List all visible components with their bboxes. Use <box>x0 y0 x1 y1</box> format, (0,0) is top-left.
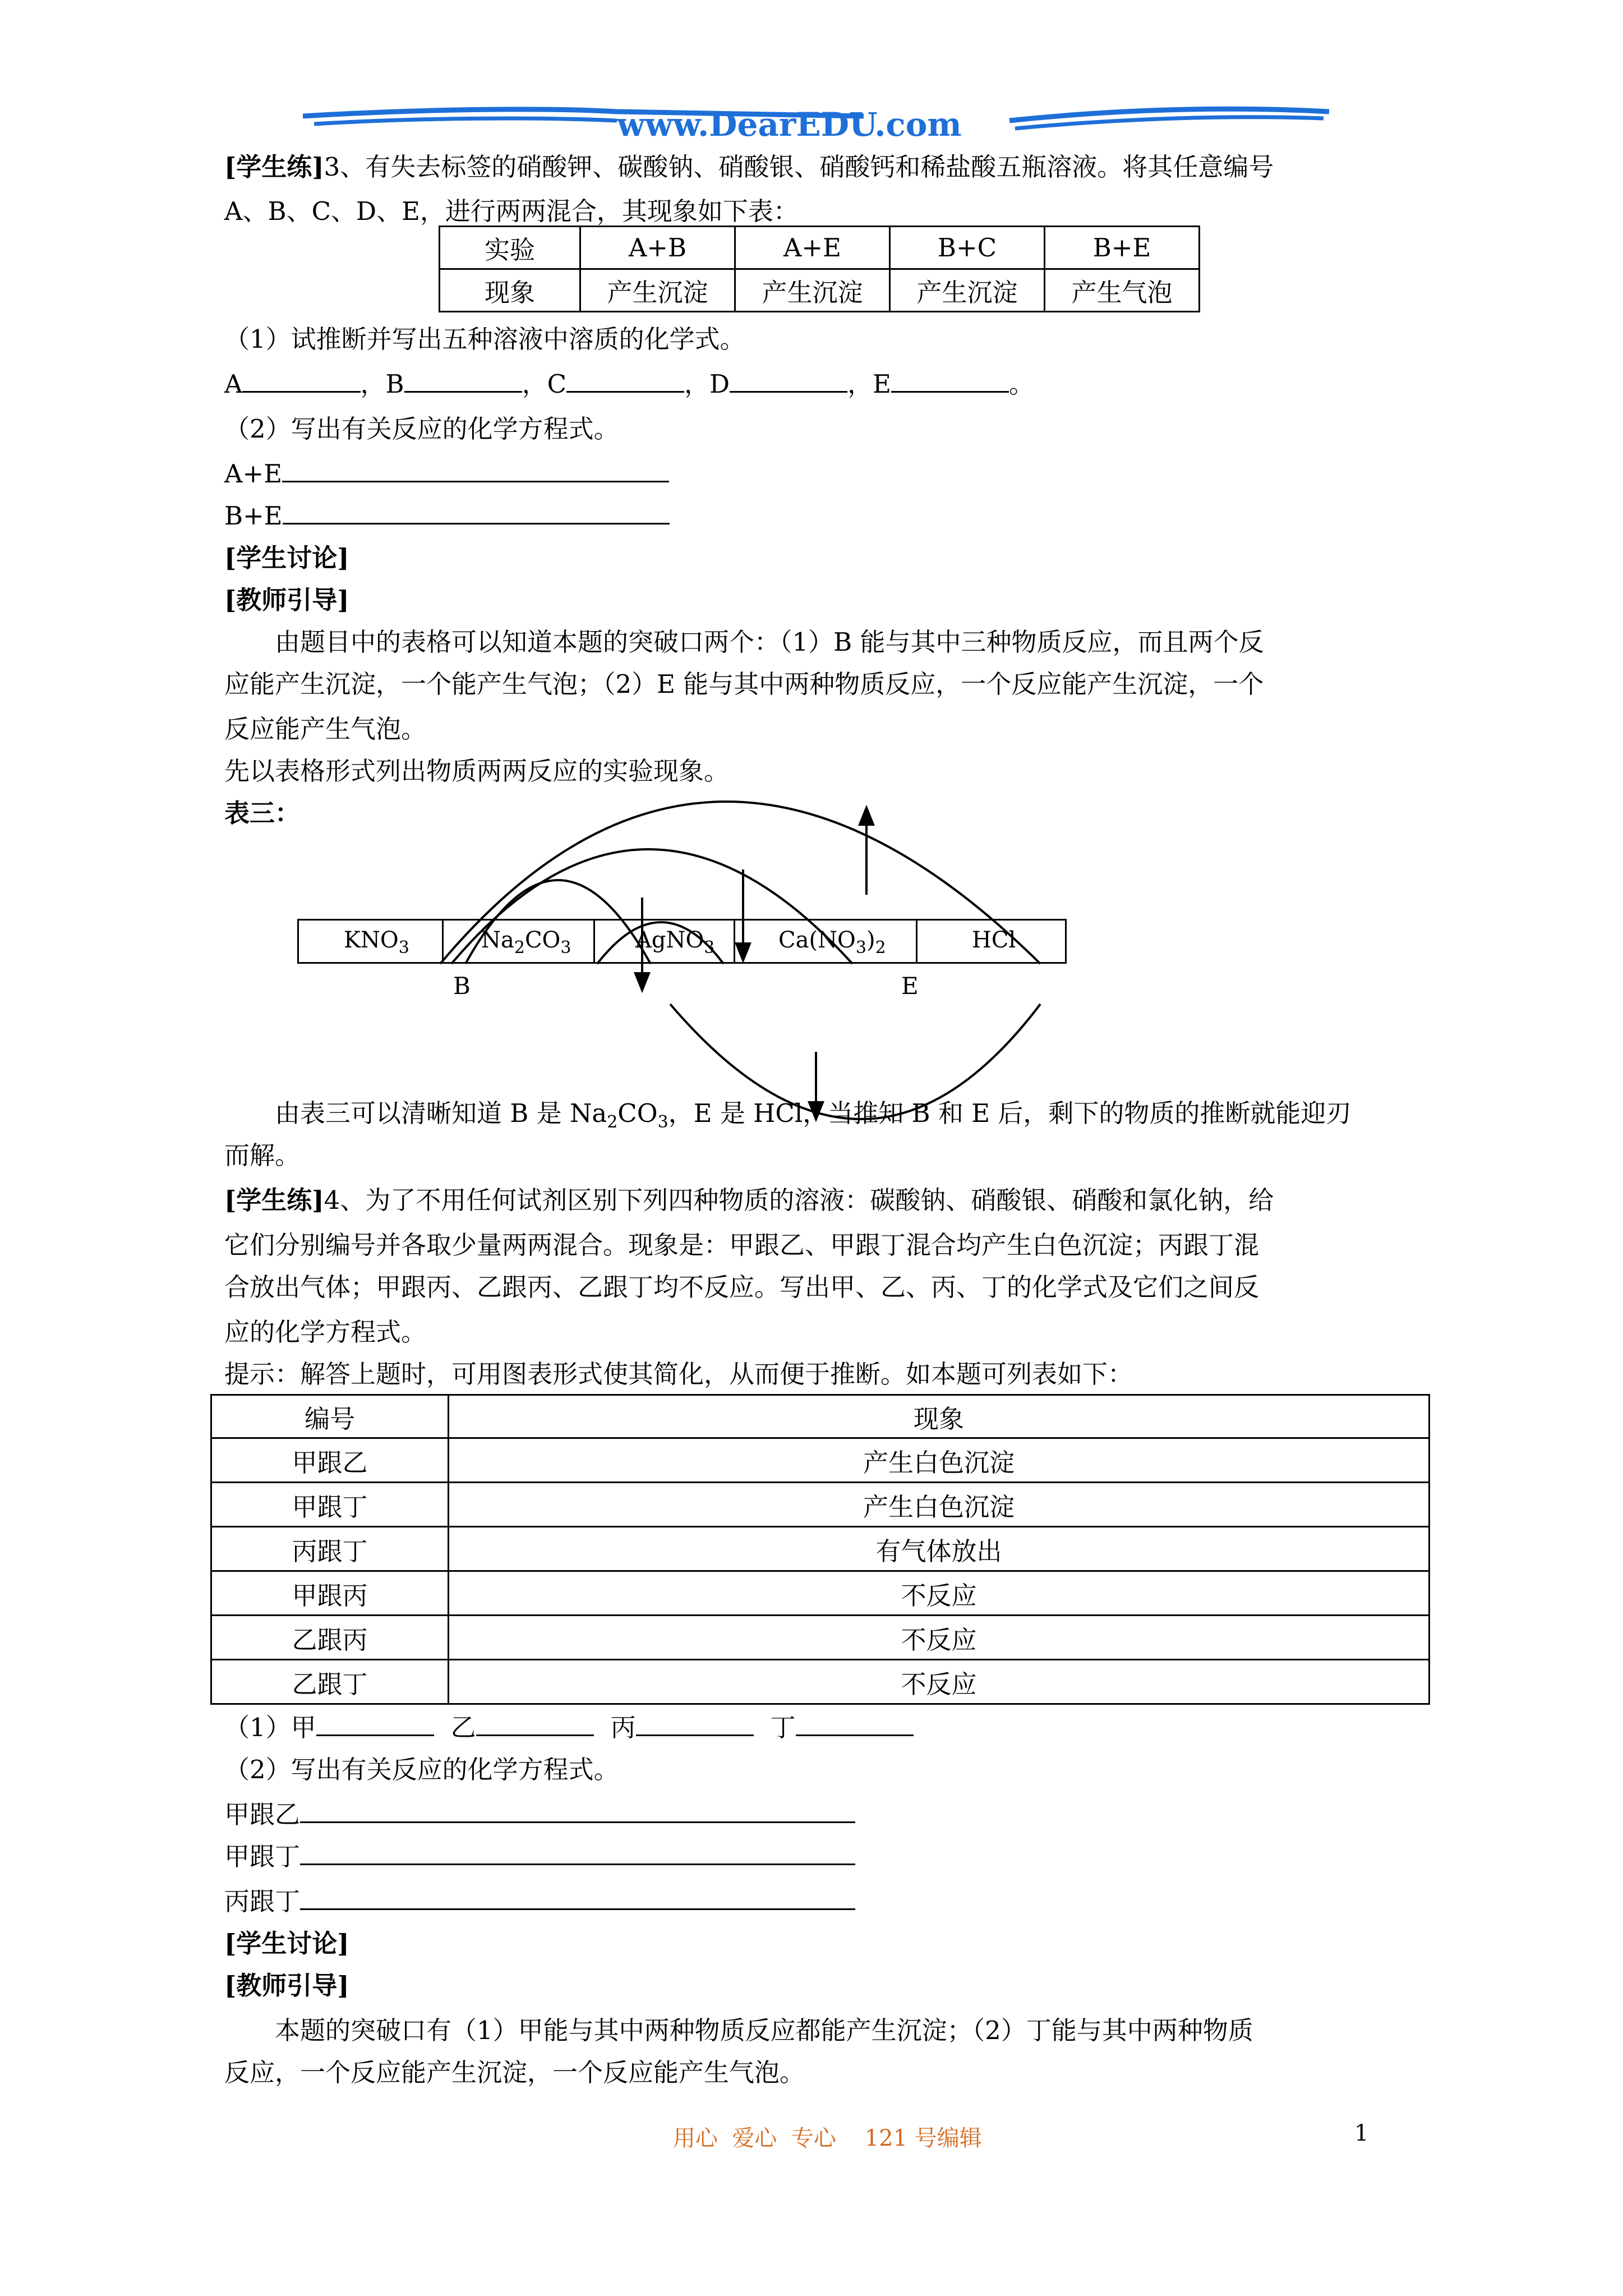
equation-blank[interactable] <box>283 498 670 524</box>
ex3-table-cell: 产生沉淀 <box>735 269 890 312</box>
arc-na2co3-agno3 <box>465 880 651 964</box>
arrow-group <box>635 808 873 1119</box>
ex3-table <box>439 226 1200 312</box>
table-cell: 不反应 <box>449 1660 1430 1704</box>
ex4-line: 合放出气体；甲跟丙、乙跟丙、乙跟丁均不反应。写出甲、乙、丙、丁的化学式及它们之间反 <box>224 1272 1260 1302</box>
ex4-hint: 提示：解答上题时，可用图表形式使其简化，从而便于推断。如本题可列表如下： <box>224 1359 1133 1389</box>
para1-line: 应能产生沉淀，一个能产生气泡；（2）E 能与其中两种物质反应，一个反应能产生沉淀，一个 <box>224 669 1264 699</box>
blank-label: 乙 <box>450 1713 476 1742</box>
para3-line: 反应，一个反应能产生沉淀，一个反应能产生气泡。 <box>224 2058 805 2087</box>
ex4-tag: [学生练] <box>224 1185 324 1215</box>
substance-hcl: HCl <box>972 927 1016 953</box>
equation-label: 丙跟丁 <box>224 1887 301 1916</box>
equation-label: B+E <box>224 501 283 531</box>
table-cell: 甲跟乙 <box>211 1438 449 1483</box>
blank-label: ，B <box>360 369 404 399</box>
blank-label: ，E <box>847 369 891 399</box>
ex3-table-row-result <box>440 269 1200 312</box>
table-cell: 不反应 <box>449 1571 1430 1616</box>
equation-blank[interactable] <box>300 1796 855 1823</box>
discussion-heading-2: [学生讨论] <box>224 1929 349 1958</box>
ex4-equation <box>224 1792 855 1837</box>
ex3-table-head: 实验 <box>440 227 580 269</box>
table-cell: 丙跟丁 <box>211 1527 449 1571</box>
para1-line: 先以表格形式列出物质两两反应的实验现象。 <box>224 756 730 786</box>
guide-heading-1: [教师引导] <box>224 585 349 615</box>
equation-label: 甲跟乙 <box>224 1800 301 1829</box>
blank-label: ，C <box>522 369 567 399</box>
ex3-tag: [学生练] <box>224 152 324 182</box>
table-row <box>211 1660 1430 1704</box>
ex3-table-cell: A+B <box>580 227 735 269</box>
answer-blank[interactable] <box>243 366 361 393</box>
ex4-table-head: 编号 <box>211 1395 449 1438</box>
ex4-question2: （2）写出有关反应的化学方程式。 <box>224 1755 619 1784</box>
arc-na2co3-hcl <box>440 802 1040 964</box>
para3-line: 本题的突破口有（1）甲能与其中两种物质反应都能产生沉淀；（2）丁能与其中两种物质 <box>275 2016 1253 2045</box>
answer-blank[interactable] <box>891 366 1009 393</box>
answer-blank[interactable] <box>566 366 684 393</box>
ex3-table-cell: B+C <box>890 227 1045 269</box>
ex4-text: 4、为了不用任何试剂区别下列四种物质的溶液：碳酸钠、硝酸银、硝酸和氯化钠，给 <box>324 1185 1274 1215</box>
para1-line: 由题目中的表格可以知道本题的突破口两个：（1）B 能与其中三种物质反应，而且两个反 <box>275 627 1264 657</box>
ex3-table-head: 现象 <box>440 269 580 312</box>
table-cell: 有气体放出 <box>449 1527 1430 1571</box>
table-cell: 甲跟丙 <box>211 1571 449 1616</box>
equation-blank[interactable] <box>282 455 669 482</box>
substance-agno3: AgNO$_3$ <box>635 927 715 958</box>
reaction-arcs <box>0 785 1623 1133</box>
page-number: 1 <box>1354 2120 1369 2146</box>
para1-line: 反应能产生气泡。 <box>224 714 427 744</box>
ex3-equation-1 <box>224 452 669 496</box>
answer-blank[interactable] <box>636 1709 754 1736</box>
ex3-question1: （1）试推断并写出五种溶液中溶质的化学式。 <box>224 324 745 354</box>
ex3-equation-2 <box>224 494 670 538</box>
ex4-equation <box>224 1879 855 1924</box>
answer-blank[interactable] <box>476 1709 594 1736</box>
blank-label: ，D <box>684 369 730 399</box>
ex3-text1: 3、有失去标签的硝酸钾、碳酸钠、硝酸银、硝酸钙和稀盐酸五瓶溶液。将其任意编号 <box>324 152 1274 182</box>
footer-text: 用心 爱心 专心 121 号编辑 <box>673 2125 982 2151</box>
arc-agno3-kno3 <box>597 922 723 964</box>
ex3-table-row-exp <box>440 227 1200 269</box>
ex3-table-cell: B+E <box>1045 227 1200 269</box>
para2-line2: 而解。 <box>224 1140 301 1170</box>
diagram-label-e: E <box>901 972 919 1000</box>
table-row <box>211 1483 1430 1527</box>
table-row <box>211 1438 1430 1483</box>
ex3-line2: A、B、C、D、E，进行两两混合，其现象如下表： <box>224 196 799 226</box>
table-row <box>211 1527 1430 1571</box>
ex3-answer-blanks <box>224 362 1034 406</box>
arc-na2co3-cano32 <box>451 849 852 964</box>
blank-label: 。 <box>1008 369 1034 399</box>
discussion-heading-1: [学生讨论] <box>224 543 349 573</box>
table-row <box>211 1616 1430 1660</box>
blank-label: （1）甲 <box>224 1713 316 1742</box>
table-cell: 乙跟丁 <box>211 1660 449 1704</box>
blank-label: 丁 <box>770 1713 796 1742</box>
site-url[interactable]: www.DearEDU.com <box>617 105 962 144</box>
table-row <box>211 1571 1430 1616</box>
answer-blank[interactable] <box>730 366 847 393</box>
blank-label: 丙 <box>610 1713 636 1742</box>
equation-blank[interactable] <box>300 1838 855 1865</box>
ex3-question2: （2）写出有关反应的化学方程式。 <box>224 414 619 444</box>
ex4-table <box>210 1394 1430 1705</box>
substance-kno3: $KNO_3$ <box>344 927 409 958</box>
ex4-line: 它们分别编号并各取少量两两混合。现象是：甲跟乙、甲跟丁混合均产生白色沉淀；丙跟丁混 <box>224 1230 1260 1260</box>
answer-blank[interactable] <box>404 366 522 393</box>
ex3-table-cell: 产生沉淀 <box>580 269 735 312</box>
table-cell: 甲跟丁 <box>211 1483 449 1527</box>
ex4-table-header <box>211 1395 1430 1438</box>
substance-cano32: $Ca(NO_3)_2$ <box>778 927 886 958</box>
para2-line1: 由表三可以清晰知道 B 是 $Na_2CO_3$，E 是 HCl，当推知 B 和 E 后，剩下的物质的推断就能迎刃 <box>275 1098 1352 1132</box>
ex3-table-cell: 产生沉淀 <box>890 269 1045 312</box>
table-cell: 产生白色沉淀 <box>449 1438 1430 1483</box>
answer-blank[interactable] <box>796 1709 914 1736</box>
equation-blank[interactable] <box>300 1883 855 1910</box>
table-cell: 乙跟丙 <box>211 1616 449 1660</box>
equation-label: A+E <box>224 459 283 489</box>
ex3-line1 <box>224 145 1274 189</box>
ex4-line: 应的化学方程式。 <box>224 1317 427 1347</box>
answer-blank[interactable] <box>316 1709 434 1736</box>
ex3-table-cell: 产生气泡 <box>1045 269 1200 312</box>
ex4-line1 <box>224 1178 1274 1222</box>
table3-label: 表三： <box>224 798 301 828</box>
ex4-question1 <box>224 1705 914 1750</box>
diagram-label-b: B <box>453 972 471 1000</box>
guide-heading-2: [教师引导] <box>224 1971 349 2000</box>
substance-na2co3: $Na_2CO_3$ <box>481 927 571 958</box>
ex4-equation <box>224 1834 855 1879</box>
blank-label: A <box>224 369 243 399</box>
ex3-table-cell: A+E <box>735 227 890 269</box>
ex4-table-head: 现象 <box>449 1395 1430 1438</box>
equation-label: 甲跟丁 <box>224 1842 301 1871</box>
table-cell: 不反应 <box>449 1616 1430 1660</box>
table-cell: 产生白色沉淀 <box>449 1483 1430 1527</box>
